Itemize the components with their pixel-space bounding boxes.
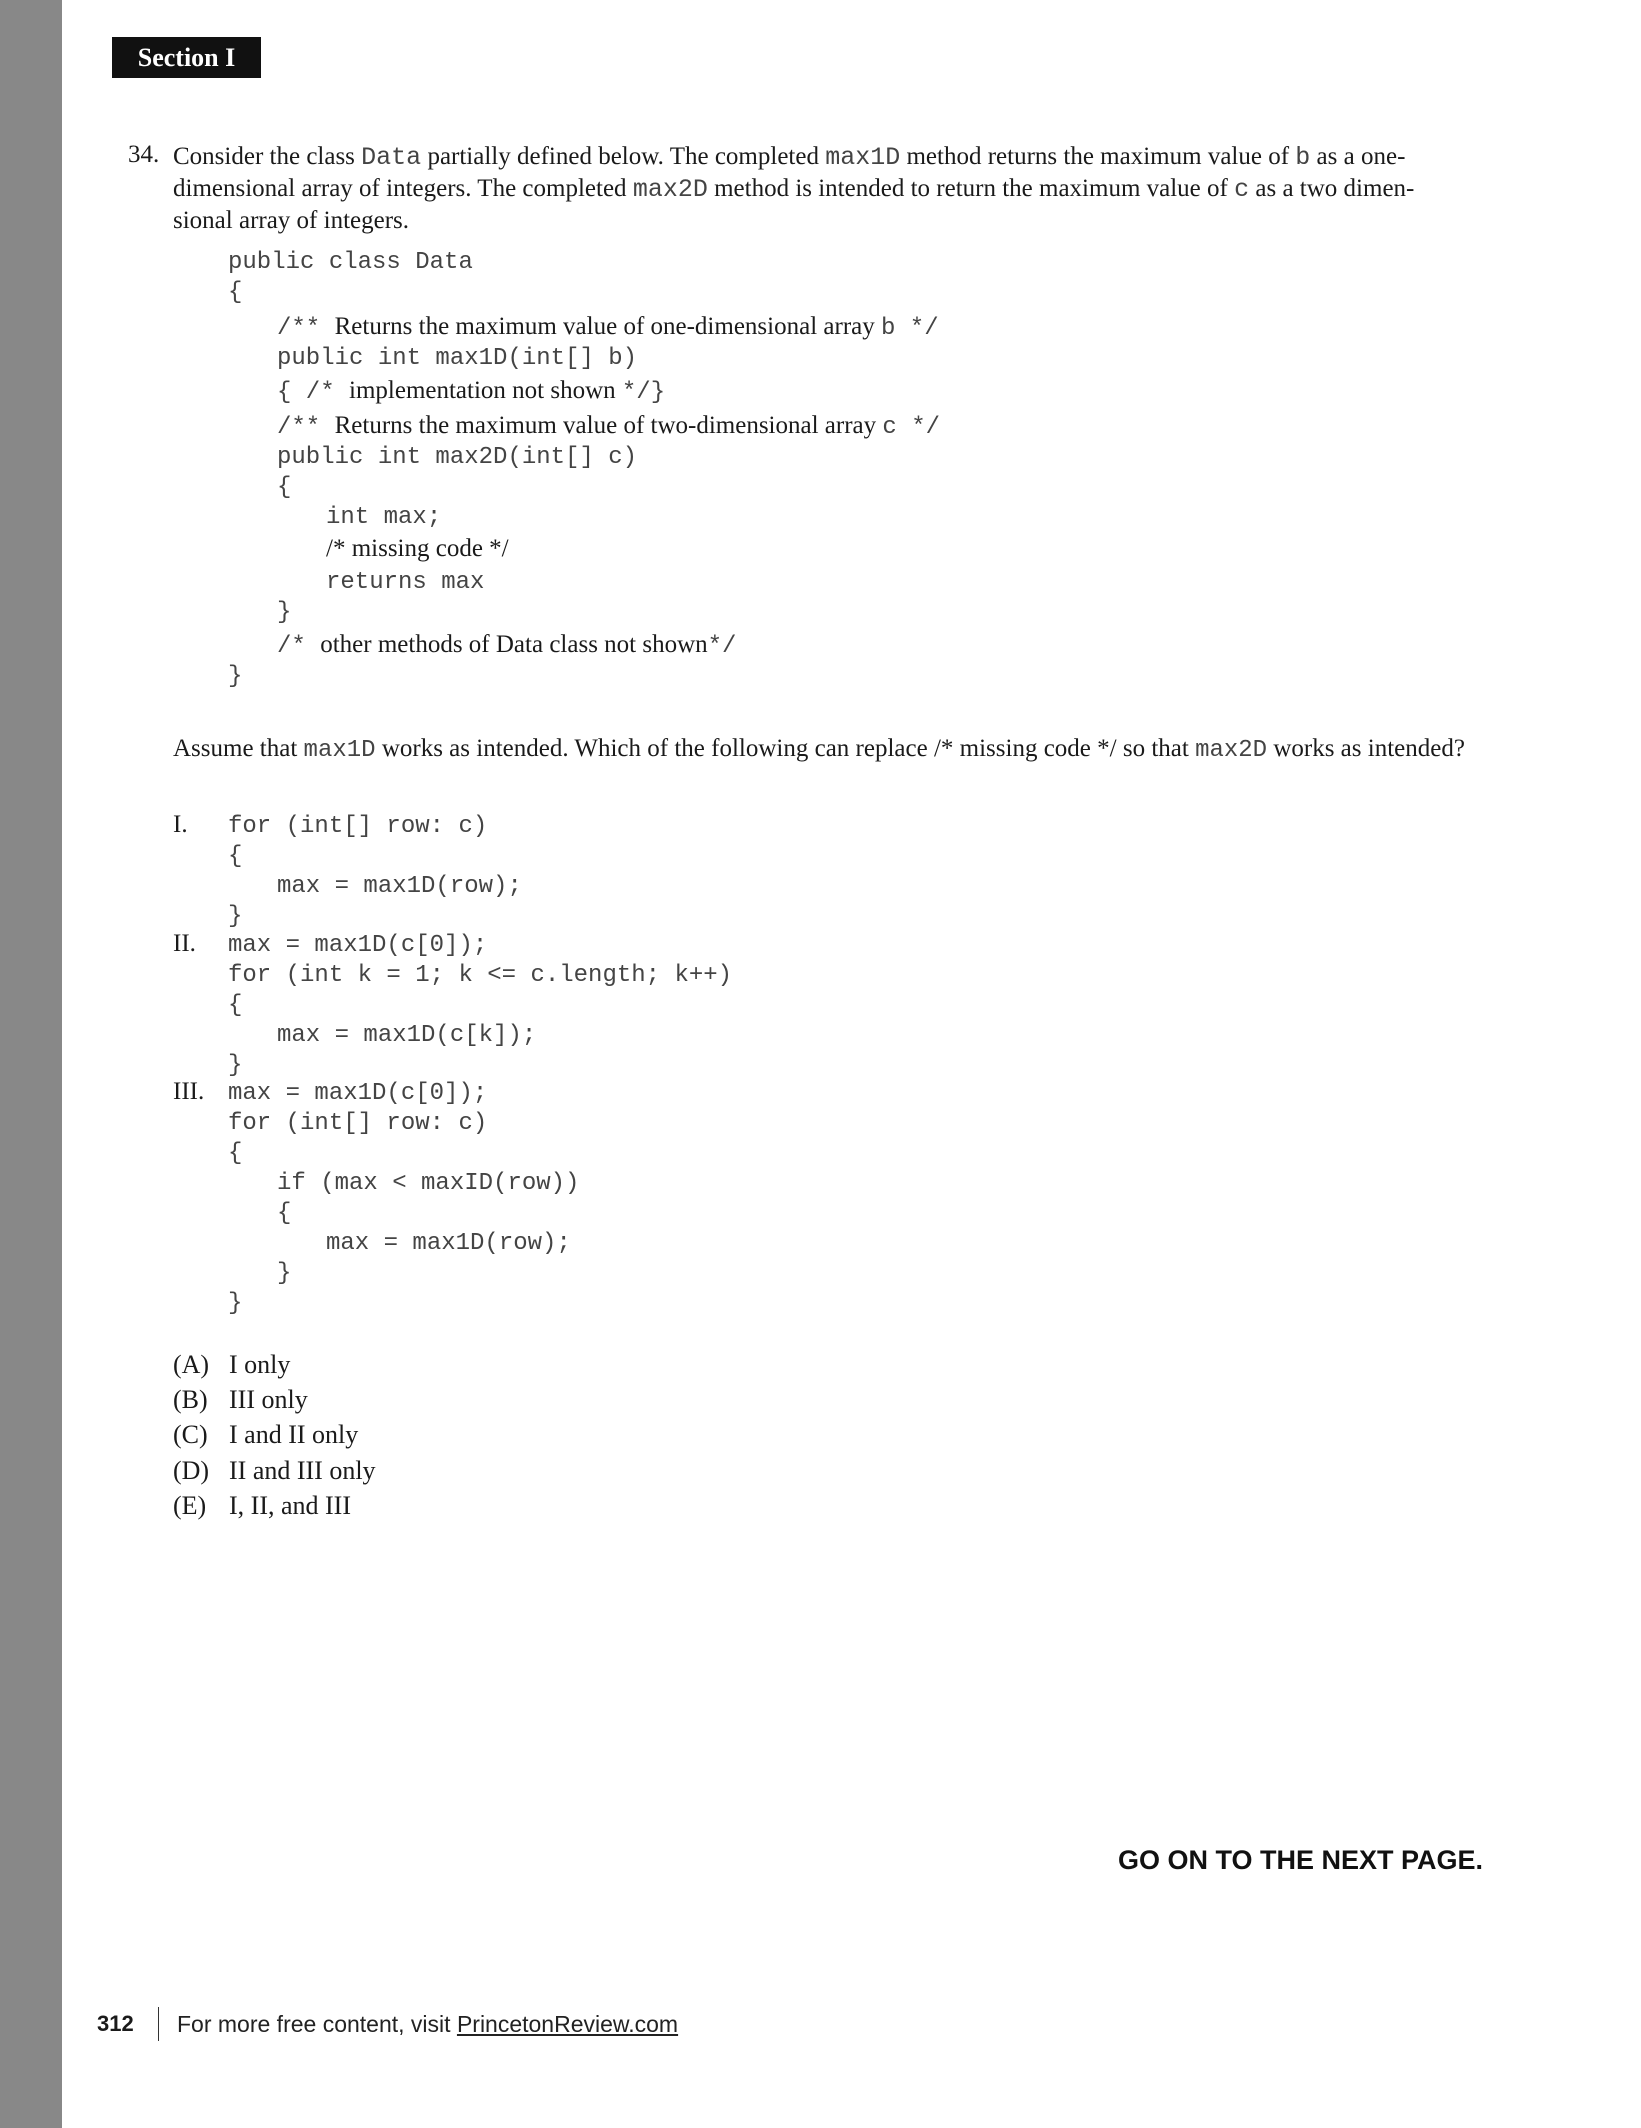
- code-segment: {: [277, 1200, 292, 1227]
- choice-text: I only: [229, 1350, 291, 1379]
- choice-text: I and II only: [229, 1420, 359, 1449]
- code-segment: Returns the maximum value of two-dimensional array: [334, 412, 883, 439]
- code-segment: int max;: [326, 504, 442, 531]
- code-line: [228, 989, 242, 1021]
- code-line: [326, 501, 441, 533]
- stem-part: c: [1234, 175, 1250, 204]
- code-segment: /**: [277, 315, 335, 342]
- code-line: [228, 840, 242, 872]
- code-segment: /* missing code */: [326, 535, 509, 562]
- code-line: [277, 376, 665, 408]
- choice-letter: (D): [173, 1456, 210, 1485]
- code-segment: max = max1D(c[0]);: [228, 1080, 488, 1107]
- code-line: [326, 566, 484, 598]
- code-line: [228, 1107, 487, 1139]
- answer-choice[interactable]: [173, 1385, 308, 1415]
- code-segment: }: [228, 663, 243, 690]
- go-next-page: GO ON TO THE NEXT PAGE.: [1118, 1845, 1484, 1875]
- footer-divider: [158, 2007, 159, 2041]
- code-line: [326, 1227, 571, 1259]
- assume-part: works as intended. Which of the following can replace: [375, 735, 934, 762]
- assume-part: works as intended?: [1267, 735, 1465, 762]
- code-segment: if (max < maxID(row)): [277, 1170, 580, 1197]
- stem-part: as a one-dimensional array of integers. The completed: [173, 143, 1406, 202]
- code-line: [228, 660, 242, 692]
- code-segment: {: [228, 279, 243, 306]
- code-line: [228, 246, 473, 278]
- option-label: III.: [173, 1078, 205, 1105]
- code-segment: max = max1D(c[0]);: [228, 932, 488, 959]
- page-number: 312: [97, 2011, 134, 2036]
- code-line: [277, 1167, 579, 1199]
- assume-part: so that: [1116, 735, 1196, 762]
- option-label: I.: [173, 811, 188, 838]
- stem-part: max2D: [632, 175, 708, 204]
- code-segment: {: [228, 1140, 243, 1167]
- code-segment: }: [228, 903, 243, 930]
- stem-part: method returns the maximum value of: [900, 143, 1296, 170]
- code-segment: {: [228, 843, 243, 870]
- stem-part: Consider the class: [173, 143, 362, 170]
- question-number: 34.: [128, 141, 160, 168]
- code-line: [228, 929, 487, 961]
- code-segment: max = max1D(c[k]);: [277, 1022, 537, 1049]
- code-line: [277, 870, 522, 902]
- code-segment: */: [707, 633, 737, 660]
- choice-letter: (C): [173, 1420, 208, 1449]
- code-segment: public int max1D(int[] b): [277, 345, 638, 372]
- code-line: [277, 312, 939, 344]
- code-line: [228, 959, 732, 991]
- stem-part: as a two dimen- sional array of integers.: [173, 175, 1415, 234]
- code-segment: other methods of Data class not shown: [320, 631, 708, 658]
- assume-part: /* missing code */: [933, 735, 1117, 762]
- code-segment: }: [277, 599, 292, 626]
- stem-part: max1D: [825, 143, 901, 172]
- choice-text: III only: [229, 1385, 308, 1414]
- code-segment: c */: [882, 414, 940, 441]
- answer-choice[interactable]: [173, 1456, 376, 1486]
- code-segment: public class Data: [228, 249, 473, 276]
- code-line: [277, 1019, 536, 1051]
- answer-choice[interactable]: [173, 1491, 351, 1521]
- section-label: Section I: [112, 37, 261, 78]
- assume-part: max1D: [303, 737, 376, 764]
- code-segment: }: [228, 1052, 243, 1079]
- code-line: [228, 1077, 487, 1109]
- side-bar: [0, 0, 62, 2128]
- choice-text: I, II, and III: [229, 1491, 351, 1520]
- code-segment: max = max1D(row);: [277, 873, 522, 900]
- choice-text: II and III only: [229, 1456, 376, 1485]
- answer-choice[interactable]: [173, 1420, 358, 1450]
- question-stem: [173, 141, 1473, 236]
- code-line: [277, 441, 637, 473]
- code-line: [277, 630, 736, 662]
- footer-label: For more free content, visit: [177, 2011, 457, 2037]
- choice-letter: (E): [173, 1491, 207, 1520]
- assume-text: [173, 733, 1473, 766]
- code-line: [277, 342, 637, 374]
- footer-text: [177, 2011, 678, 2038]
- option-label: II.: [173, 930, 196, 957]
- code-line: [228, 1137, 242, 1169]
- stem-part: b: [1295, 143, 1311, 172]
- code-line: [277, 596, 291, 628]
- code-line: [277, 411, 940, 443]
- code-line: [326, 534, 509, 564]
- code-segment: max = max1D(row);: [326, 1230, 571, 1257]
- code-segment: /*: [277, 633, 321, 660]
- stem-part: partially defined below. The completed: [421, 143, 826, 170]
- code-segment: public int max2D(int[] c): [277, 444, 638, 471]
- code-segment: returns max: [326, 569, 485, 596]
- assume-part: max2D: [1195, 737, 1268, 764]
- code-segment: /**: [277, 414, 335, 441]
- assume-part: Assume that: [173, 735, 304, 762]
- code-segment: Returns the maximum value of one-dimensional array: [334, 313, 881, 340]
- choice-letter: (B): [173, 1385, 208, 1414]
- stem-part: method is intended to return the maximum value of: [707, 175, 1235, 202]
- code-segment: for (int k = 1; k <= c.length; k++): [228, 962, 733, 989]
- code-segment: for (int[] row: c): [228, 813, 488, 840]
- code-line: [277, 1257, 291, 1289]
- code-segment: {: [277, 474, 292, 501]
- code-line: [228, 810, 487, 842]
- code-segment: {: [228, 992, 243, 1019]
- code-segment: */}: [621, 379, 666, 406]
- code-line: [228, 900, 242, 932]
- code-segment: }: [277, 1260, 292, 1287]
- stem-part: Data: [361, 143, 422, 172]
- code-segment: }: [228, 1290, 243, 1317]
- footer-link[interactable]: PrincetonReview.com: [456, 2011, 679, 2037]
- choice-letter: (A): [173, 1350, 210, 1379]
- code-line: [228, 1287, 242, 1319]
- code-segment: for (int[] row: c): [228, 1110, 488, 1137]
- code-segment: b */: [880, 315, 939, 342]
- code-line: [277, 471, 291, 503]
- code-segment: { /*: [277, 379, 350, 406]
- code-line: [277, 1197, 291, 1229]
- answer-choice[interactable]: [173, 1350, 290, 1380]
- code-segment: implementation not shown: [349, 377, 622, 404]
- code-line: [228, 276, 242, 308]
